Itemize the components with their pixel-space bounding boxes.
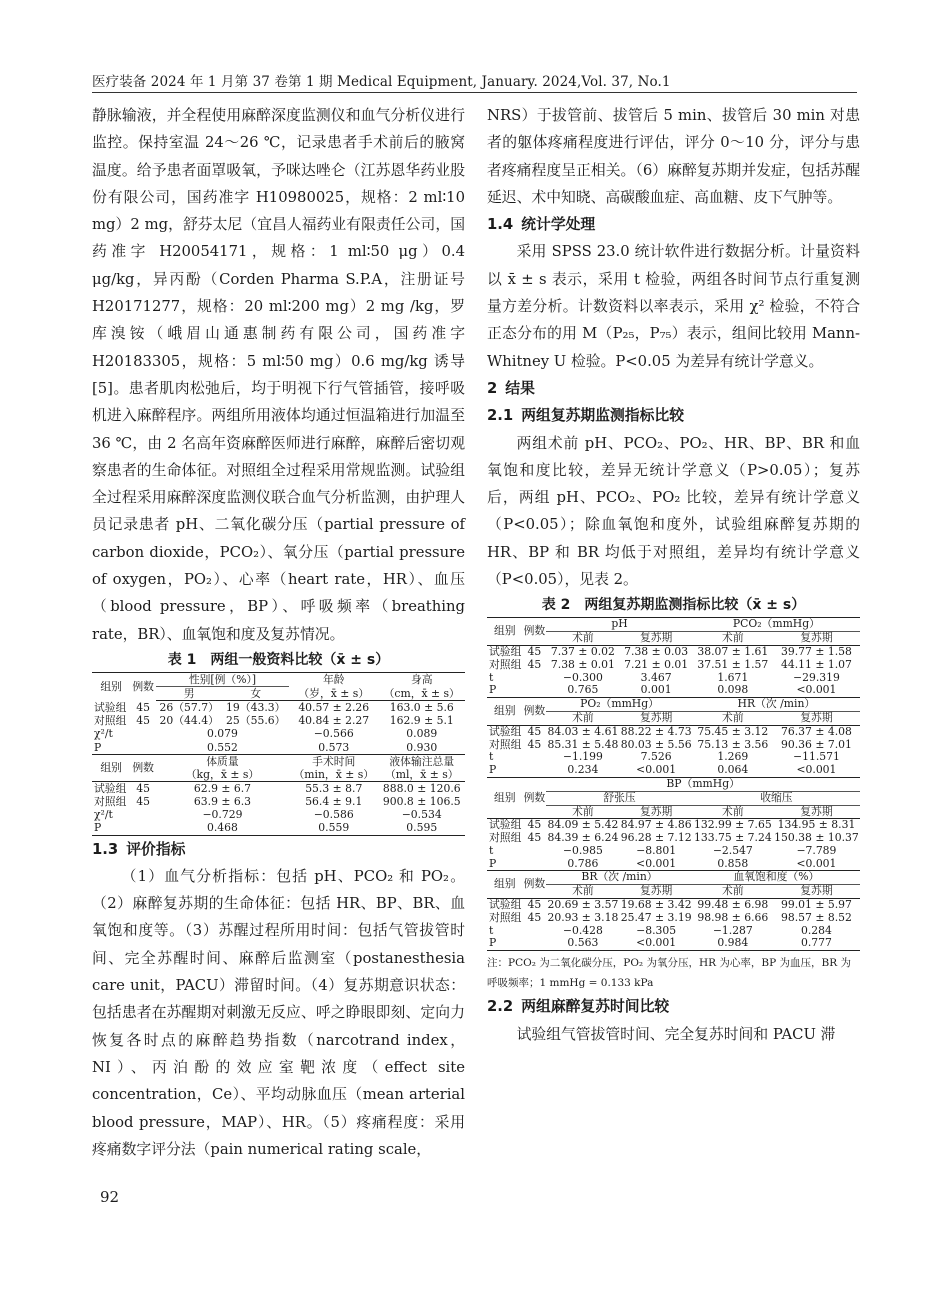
cell [523,845,547,858]
cell: 19.68 ± 3.42 [620,898,692,912]
t2-h-n: 例数 [523,698,547,726]
cell: 0.595 [379,821,465,835]
section-heading [487,993,860,1020]
t2-h-pre: 术前 [546,632,619,646]
t2-h-rec: 复苏期 [620,711,693,725]
t2-h-pre: 术前 [546,885,619,899]
cell: 45 [527,898,542,912]
cell: <0.001 [773,764,860,777]
cell: 150.38 ± 10.37 [774,831,859,845]
t1-h-height: 身高 [379,672,465,686]
cell [523,937,547,950]
table-row [487,684,860,697]
cell: −8.801 [636,843,677,857]
table-row [92,700,465,714]
cell: 134.95 ± 8.31 [777,818,856,832]
cell: 98.98 ± 6.66 [697,910,769,924]
cell: 37.51 ± 1.57 [697,657,769,671]
cell: 0.234 [546,764,619,777]
cell: 45 [527,657,542,671]
cell: 84.03 ± 4.61 [547,724,619,738]
table-row [92,821,465,835]
cell: χ²/t [94,727,113,741]
t2-h-group: 组别 [487,698,523,726]
t2-h-rec: 复苏期 [620,805,693,819]
cell: 90.36 ± 7.01 [781,737,852,751]
cell: 7.38 ± 0.01 [550,657,615,671]
cell: 133.75 ± 7.24 [693,831,772,845]
section-heading [92,836,465,863]
table1-caption: 表 1 两组一般资料比较（x̄ ± s） [167,651,390,668]
cell: <0.001 [620,858,693,871]
cell: −0.428 [562,923,603,937]
cell: 45 [136,781,151,795]
table-row [487,832,860,845]
cell: P [487,858,523,871]
table-row [487,764,860,777]
cell: 对照组 [94,794,127,808]
cell: 84.09 ± 5.42 [547,818,619,832]
cell: P [92,821,130,835]
cell: 0.563 [546,937,619,950]
section-title: 统计学处理 [521,216,596,234]
table1 [92,672,465,836]
body-paragraph: 静脉输液，并全程使用麻醉深度监测仪和血气分析仪进行监控。保持室温 24～26 ℃，记录患者手术前后的腋窝温度。给予患者面罩吸氧，予咪达唑仑（江苏恩华药业股份有限公司，国药准字 H10980025，规格：2 ml∶10 mg）2 mg，舒芬太尼（宜昌人福药业有限责任公司，国药准字 H20054171，规格：1 ml∶50 μg）0.4 μg/kg，异丙酚（Corden Pharma S.P.A，注册证号 H20171277，规格：20 ml∶200 mg）2 mg /kg，罗库溴铵（峨眉山通惠制药有限公司，国药准字 H20183305，规格：5 ml∶50 mg）0.6 mg/kg 诱导[5]。患者肌肉松弛后，均于明视下行气管插管，接呼吸机进入麻醉程序。两组所用液体均通过恒温箱进行加温至 36 ℃，由 2 名高年资麻醉医师进行麻醉，麻醉后密切观察患者的生命体征。对照组全过程采用常规监测。试验组全过程采用麻醉深度监测仪联合血气分析监测，由护理人员记录患者 pH、二氧化碳分压（partial pressure of carbon dioxide，PCO₂）、氧分压（partial pressure of oxygen，PO₂）、心率（heart rate，HR）、血压（blood pressure，BP）、呼吸频率（breathing rate，BR）、血氧饱和度及复苏情况。 [92,107,465,643]
t2-h-pre: 术前 [546,711,619,725]
cell: 75.13 ± 3.56 [697,737,769,751]
cell: 45 [527,724,542,738]
t2-h-metric: PCO₂（mmHg） [693,618,860,632]
cell: 0.559 [289,821,379,835]
cell: 25（55.6） [226,714,286,728]
cell: 62.9 ± 6.7 [193,781,252,795]
cell: 0.064 [693,764,773,777]
t2-h-rec: 复苏期 [620,632,693,646]
cell: 0.573 [289,741,379,755]
table-row [487,819,860,832]
cell: 0.786 [546,858,619,871]
cell: 20.93 ± 3.18 [547,910,619,924]
cell: <0.001 [620,937,693,950]
cell: 0.079 [207,727,238,741]
cell: 3.467 [640,670,672,684]
cell: 63.9 ± 6.3 [193,794,252,808]
section-heading [487,375,860,402]
cell [523,684,547,697]
cell: 1.269 [717,750,749,764]
table2 [487,617,860,951]
cell: 1.671 [717,670,749,684]
t2-h-n: 例数 [523,777,547,818]
cell: 55.3 ± 8.7 [305,781,363,795]
cell: P [487,764,523,777]
t2-h-metric: 舒张压 [546,791,693,805]
section-number: 1.4 [487,216,514,234]
t1-h-age: 年龄 [289,672,379,686]
right-column [487,102,860,1048]
table-row [487,937,860,950]
t2-h-metric: 血氧饱和度（%） [693,871,860,885]
cell [523,764,547,777]
cell: 对照组 [489,831,522,845]
cell: <0.001 [773,858,860,871]
cell [523,751,547,764]
t2-h-n: 例数 [523,618,547,646]
cell: 7.526 [640,750,672,764]
cell: 98.57 ± 8.52 [781,910,852,924]
cell: −0.566 [313,727,354,741]
section-title: 两组麻醉复苏时间比较 [521,998,670,1016]
section-title: 两组复苏期监测指标比较 [521,407,684,425]
t1-h-op: 手术时间 [312,754,356,768]
table-row [92,808,465,821]
t2-h-pre: 术前 [693,632,773,646]
cell: −7.789 [796,843,837,857]
cell: 0.001 [620,684,693,697]
t2-h-pre: 术前 [693,805,773,819]
cell: 38.07 ± 1.61 [697,644,769,658]
t1-h-n: 例数 [130,672,156,700]
t2-h-rec: 复苏期 [773,711,860,725]
table-row [487,645,860,658]
cell: 0.468 [156,821,289,835]
cell: 对照组 [489,737,522,751]
cell: 45 [136,714,151,728]
cell: −1.287 [712,923,753,937]
section-number: 1.3 [92,840,119,858]
page-number: 92 [100,1188,120,1206]
cell: −29.319 [793,670,840,684]
t2-h-rec: 复苏期 [773,885,860,899]
cell: 163.0 ± 5.6 [389,700,454,714]
section-number: 2.1 [487,407,514,425]
cell: 76.37 ± 4.08 [781,724,852,738]
t1-h-female: 女 [222,686,289,700]
t2-h-metric: HR（次 /min） [693,698,860,712]
section-number: 2 [487,379,498,397]
cell: 对照组 [489,910,522,924]
cell: 99.48 ± 6.98 [697,898,769,912]
cell: 45 [527,644,542,658]
cell: 20.69 ± 3.57 [547,898,619,912]
cell: −1.199 [562,750,603,764]
cell [523,925,547,938]
t2-h-rec: 复苏期 [620,885,693,899]
table-row [487,845,860,858]
cell: 162.9 ± 5.1 [389,714,454,728]
cell: <0.001 [773,684,860,697]
header-rule [92,92,857,93]
cell: 对照组 [94,714,127,728]
cell: −11.571 [793,750,840,764]
cell: 80.03 ± 5.56 [620,737,692,751]
cell: −0.586 [313,808,354,822]
cell: −8.305 [636,923,677,937]
t2-h-group: 组别 [487,618,523,646]
t2-h-metric: pH [546,618,693,632]
cell: 88.22 ± 4.73 [620,724,692,738]
cell: 0.984 [693,937,773,950]
t1-h-group: 组别 [92,672,130,700]
cell: 84.39 ± 6.24 [547,831,619,845]
t1-h-male: 男 [156,686,223,700]
section-title: 结果 [505,379,535,397]
cell: 0.858 [693,858,773,871]
cell: 45 [136,700,151,714]
t1-h-op-unit: （min，x̄ ± s） [289,768,379,782]
cell: 0.930 [379,741,465,755]
cell: 45 [136,794,151,808]
table-row [487,659,860,672]
t1-h-bmi: 体质量 [206,754,239,768]
cell: 试验组 [489,898,522,912]
cell: 试验组 [489,818,522,832]
cell: 56.4 ± 9.1 [305,794,363,808]
cell: 85.31 ± 5.48 [547,737,619,751]
cell: 45 [527,831,542,845]
section-heading [487,211,860,238]
cell: −0.534 [401,808,442,822]
cell: P [92,741,130,755]
cell: 75.45 ± 3.12 [697,724,769,738]
t1-h-fluid: 液体输注总量 [389,754,455,768]
cell: 0.284 [800,923,832,937]
cell: 试验组 [94,700,127,714]
table-row [487,912,860,925]
cell: χ²/t [94,808,113,822]
cell: t [489,750,494,764]
cell: 0.777 [773,937,860,950]
cell: 44.11 ± 1.07 [781,657,852,671]
t2-h-metric: BR（次 /min） [546,871,693,885]
cell: 0.089 [406,727,438,741]
cell: 19（43.3） [226,700,286,714]
cell: 试验组 [489,644,522,658]
cell [523,858,547,871]
cell: −0.985 [562,843,603,857]
cell: 0.765 [546,684,619,697]
journal-header: 医疗装备 2024 年 1 月第 37 卷第 1 期 Medical Equipment, January. 2024,Vol. 37, No.1 [92,74,671,90]
cell: 7.38 ± 0.03 [624,644,689,658]
t2-h-n: 例数 [523,871,547,899]
cell: 7.21 ± 0.01 [624,657,689,671]
cell: 试验组 [489,724,522,738]
cell: −0.300 [562,670,603,684]
table-row [92,727,465,740]
cell: <0.001 [620,764,693,777]
section-heading [487,402,860,429]
t2-h-pre: 术前 [693,711,773,725]
cell: 7.37 ± 0.02 [550,644,615,658]
cell: 对照组 [489,657,522,671]
t1-h-bmi-unit: （kg，x̄ ± s） [156,768,289,782]
body-paragraph: （1）血气分析指标：包括 pH、PCO₂ 和 PO₂。（2）麻醉复苏期的生命体征：包括 HR、BP、BR、血氧饱和度等。（3）苏醒过程所用时间：包括气管拔管时间、完全苏醒时间、麻醉后监测室（postanesthesia care unit，PACU）滞留时间。（4）复苏期意识状态：包括患者在苏醒期对刺激无反应、呼之睁眼即刻、定向力恢复各时点的麻醉趋势指数（narcotrand index，NI）、丙泊酚的效应室靶浓度（effect site concentration，Ce）、平均动脉血压（mean arterial blood pressure，MAP）、HR。（5）疼痛程度：采用疼痛数字评分法（pain numerical rating scale， [92,867,465,1158]
t2-h-group: 组别 [487,871,523,899]
t2-h-rec: 复苏期 [773,805,860,819]
body-paragraph: 两组术前 pH、PCO₂、PO₂、HR、BP、BR 和血氧饱和度比较，差异无统计学意义（P>0.05）；复苏后，两组 pH、PCO₂、PO₂ 比较，差异有统计学意义（P<0.05）；除血氧饱和度外，试验组麻醉复苏期的 HR、BP 和 BR 均低于对照组，差异均有统计学意义（P<0.05），见表 2。 [487,434,860,589]
cell: P [487,937,523,950]
t1-h-n2: 例数 [130,754,156,781]
cell: −0.729 [202,808,243,822]
cell: 45 [527,910,542,924]
cell: 0.098 [693,684,773,697]
t1-h-group2: 组别 [92,754,130,781]
t2-h-group: 组别 [487,777,523,818]
body-paragraph: 试验组气管拔管时间、完全复苏时间和 PACU 滞 [516,1025,836,1043]
left-column [92,102,465,1163]
cell: 84.97 ± 4.86 [620,818,692,832]
cell: 20（44.4） [159,714,219,728]
cell: 132.99 ± 7.65 [693,818,772,832]
cell [523,672,547,685]
table-row [487,899,860,912]
table-row [92,795,465,808]
cell: 0.552 [156,741,289,755]
cell: 40.57 ± 2.26 [298,700,370,714]
cell: 40.84 ± 2.27 [298,714,370,728]
cell: 96.28 ± 7.12 [620,831,692,845]
t1-h-height-unit: （cm，x̄ ± s） [379,686,465,700]
cell: 45 [527,818,542,832]
table-row [92,781,465,795]
cell: 26（57.7） [159,700,219,714]
cell: 900.8 ± 106.5 [382,794,461,808]
cell: t [489,670,494,684]
cell: t [489,923,494,937]
body-paragraph: NRS）于拔管前、拔管后 5 min、拔管后 30 min 对患者的躯体疼痛程度进行评估，评分 0～10 分，评分与患者疼痛程度呈正相关。（6）麻醉复苏期并发症，包括苏醒延迟、术中知晓、高碳酸血症、高血糖、皮下气肿等。 [487,107,860,206]
body-paragraph: 采用 SPSS 23.0 统计软件进行数据分析。计量资料以 x̄ ± s 表示，采用 t 检验，两组各时间节点行重复测量方差分析。计数资料以率表示，采用 χ² 检验，不符合正态分布的用 M（P₂₅，P₇₅）表示，组间比较用 Mann-Whitney U 检验。P<0.05 为差异有统计学意义。 [487,243,860,370]
t2-h-metric: PO₂（mmHg） [546,698,693,712]
t2-h-group-title: BP（mmHg） [546,777,860,791]
t2-h-pre: 术前 [693,885,773,899]
section-title: 评价指标 [126,840,186,858]
table-row [92,714,465,727]
cell: 39.77 ± 1.58 [781,644,852,658]
cell: −2.547 [712,843,753,857]
t1-h-age-unit: （岁，x̄ ± s） [289,686,379,700]
table-row [92,741,465,755]
cell: t [489,843,494,857]
t2-h-metric: 收缩压 [693,791,860,805]
cell: 99.01 ± 5.97 [781,898,852,912]
table2-caption: 表 2 两组复苏期监测指标比较（x̄ ± s） [541,597,806,614]
t2-h-rec: 复苏期 [773,632,860,646]
table2-note: 注：PCO₂ 为二氧化碳分压，PO₂ 为氧分压，HR 为心率，BP 为血压，BR 为呼吸频率；1 mmHg = 0.133 kPa [487,957,851,990]
cell: 888.0 ± 120.6 [382,781,461,795]
table-row [487,725,860,738]
table-row [487,858,860,871]
section-number: 2.2 [487,998,514,1016]
cell: 45 [527,737,542,751]
cell: P [487,684,523,697]
t1-h-sex: 性别[例（%）] [156,672,289,686]
cell: 试验组 [94,781,127,795]
t2-h-pre: 术前 [546,805,619,819]
t1-h-fluid-unit: （ml，x̄ ± s） [379,768,465,782]
cell: 25.47 ± 3.19 [620,910,692,924]
